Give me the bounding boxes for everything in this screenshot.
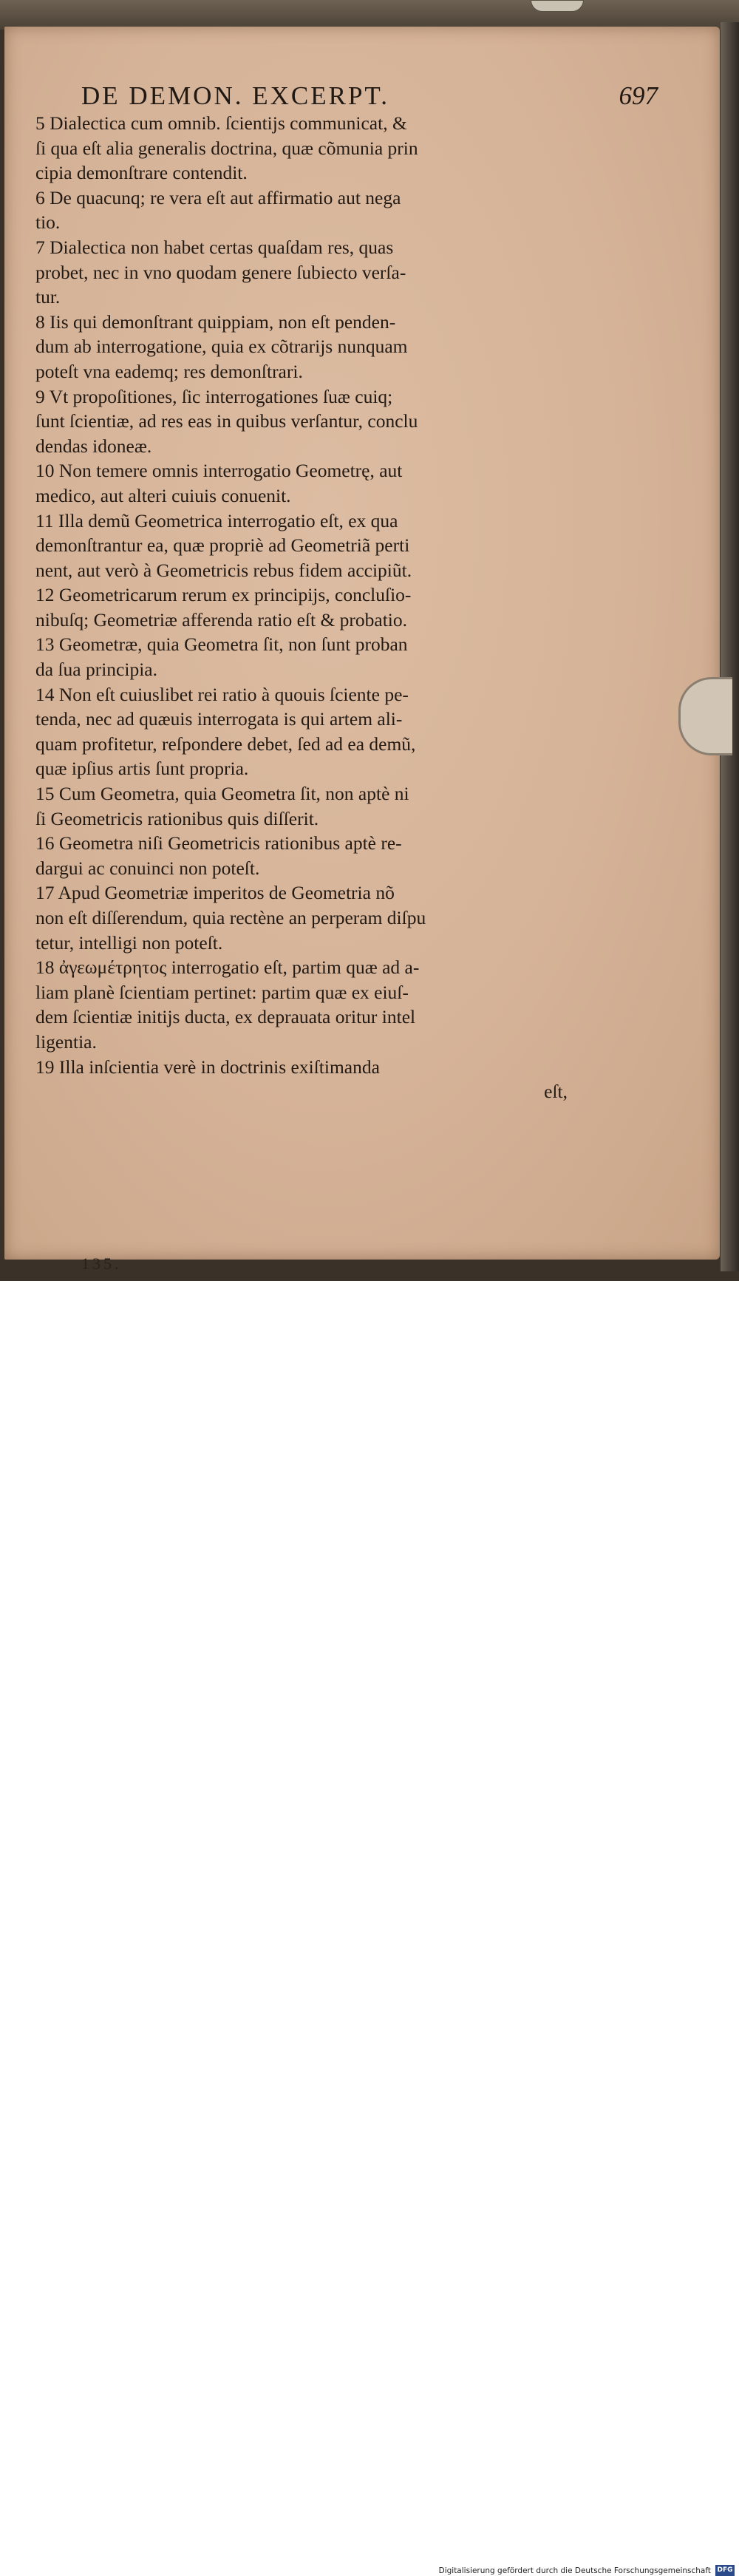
text-line: 7 Dialectica non habet certas quaſdam res, quas bbox=[35, 236, 394, 258]
text-line: 10 Non temere omnis interrogatio Geometrę, aut bbox=[35, 460, 403, 482]
text-line: cipia demonſtrare contendit. bbox=[35, 162, 248, 184]
text-line: dargui ac conuinci non poteſt. bbox=[35, 857, 260, 879]
running-title: DE DEMON. EXCERPT. bbox=[81, 81, 389, 110]
text-line: quæ ipſius artis ſunt propria. bbox=[35, 758, 249, 780]
text-line: tur. bbox=[35, 286, 61, 308]
book-clasp bbox=[531, 0, 584, 12]
scan-background bbox=[0, 0, 739, 1281]
text-line: 9 Vt propoſitiones, ſic interrogationes ſuæ cuiq; bbox=[35, 385, 393, 407]
text-line: medico, aut alteri cuiuis conuenit. bbox=[35, 484, 291, 506]
text-line: poteſt vna eademq; res demonſtrari. bbox=[35, 360, 303, 382]
text-line: non eſt diſſerendum, quia rectène an perperam diſpu bbox=[35, 907, 426, 928]
text-line: nent, aut verò à Geometricis rebus fidem accipiũt. bbox=[35, 559, 412, 581]
text-line: dendas idoneæ. bbox=[35, 435, 152, 457]
text-line: tetur, intelligi non poteſt. bbox=[35, 931, 223, 954]
text-line: 14 Non eſt cuiuslibet rei ratio à quouis ſciente pe- bbox=[35, 683, 409, 705]
text-line: 12 Geometricarum rerum ex principijs, concluſio- bbox=[35, 584, 412, 606]
text-line: 11 Illa demũ Geometrica interrogatio eſt, ex qua bbox=[35, 509, 398, 531]
text-line: nibuſq; Geometriæ afferenda ratio eſt & probatio. bbox=[35, 608, 408, 631]
text-line: demonſtrantur ea, quæ propriè ad Geometriã perti bbox=[35, 534, 410, 557]
text-line: dum ab interrogatione, quia ex cõtrarijs nunquam bbox=[35, 336, 408, 358]
text-line: ſi Geometricis rationibus quis diſſerit. bbox=[35, 807, 319, 829]
text-line: 19 Illa inſcientia verè in doctrinis exiſtimanda bbox=[35, 1056, 380, 1078]
text-line: tenda, nec ad quæuis interrogata is qui artem ali- bbox=[35, 708, 403, 730]
signature-mark: 135. bbox=[81, 1254, 122, 1273]
dfg-logo: DFG bbox=[715, 2565, 735, 2576]
page-number: 697 bbox=[619, 81, 658, 110]
text-line: 5 Dialectica cum omnib. ſcientijs communicat, & bbox=[35, 112, 407, 134]
bookmark-ribbon bbox=[678, 677, 732, 755]
text-line: 6 De quacunq; re vera eſt aut affirmatio aut nega bbox=[35, 186, 401, 208]
text-line: 8 Iis qui demonſtrant quippiam, non eſt penden- bbox=[35, 310, 396, 333]
text-line: quam profitetur, reſpondere debet, ſed ad ea demũ, bbox=[35, 733, 416, 755]
page-body-text bbox=[35, 111, 568, 1104]
footer-bar bbox=[0, 1281, 739, 2575]
text-line: liam planè ſcientiam pertinet: partim quæ ex eiuſ- bbox=[35, 981, 409, 1003]
text-line: da ſua principia. bbox=[35, 659, 157, 681]
text-line: 16 Geometra niſi Geometricis rationibus aptè re- bbox=[35, 832, 402, 854]
text-line: probet, nec in vno quodam genere ſubiecto verſa- bbox=[35, 261, 406, 283]
running-header bbox=[81, 81, 658, 111]
text-line: ſunt ſcientiæ, ad res eas in quibus verſantur, conclu bbox=[35, 410, 418, 432]
book-cover-right-edge bbox=[721, 22, 739, 1271]
text-line: 15 Cum Geometra, quia Geometra ſit, non aptè ni bbox=[35, 783, 409, 805]
book-cover-top-edge bbox=[0, 0, 739, 30]
text-line: 17 Apud Geometriæ imperitos de Geometria nõ bbox=[35, 882, 395, 904]
text-line: 18 ἀγεωμέτρητος interrogatio eſt, partim quæ ad a- bbox=[35, 956, 420, 979]
text-line: dem ſcientiæ initijs ducta, ex deprauata oritur intel bbox=[35, 1006, 416, 1028]
funding-credit: Digitalisierung gefördert durch die Deutsche Forschungsgemeinschaft bbox=[438, 2566, 711, 2575]
text-line: ſi qua eſt alia generalis doctrina, quæ cõmunia prin bbox=[35, 137, 418, 159]
catchword: eſt, bbox=[544, 1081, 568, 1103]
text-line: ligentia. bbox=[35, 1030, 97, 1053]
text-line: tio. bbox=[35, 211, 61, 234]
text-line: 13 Geometræ, quia Geometra ſit, non ſunt proban bbox=[35, 633, 408, 656]
